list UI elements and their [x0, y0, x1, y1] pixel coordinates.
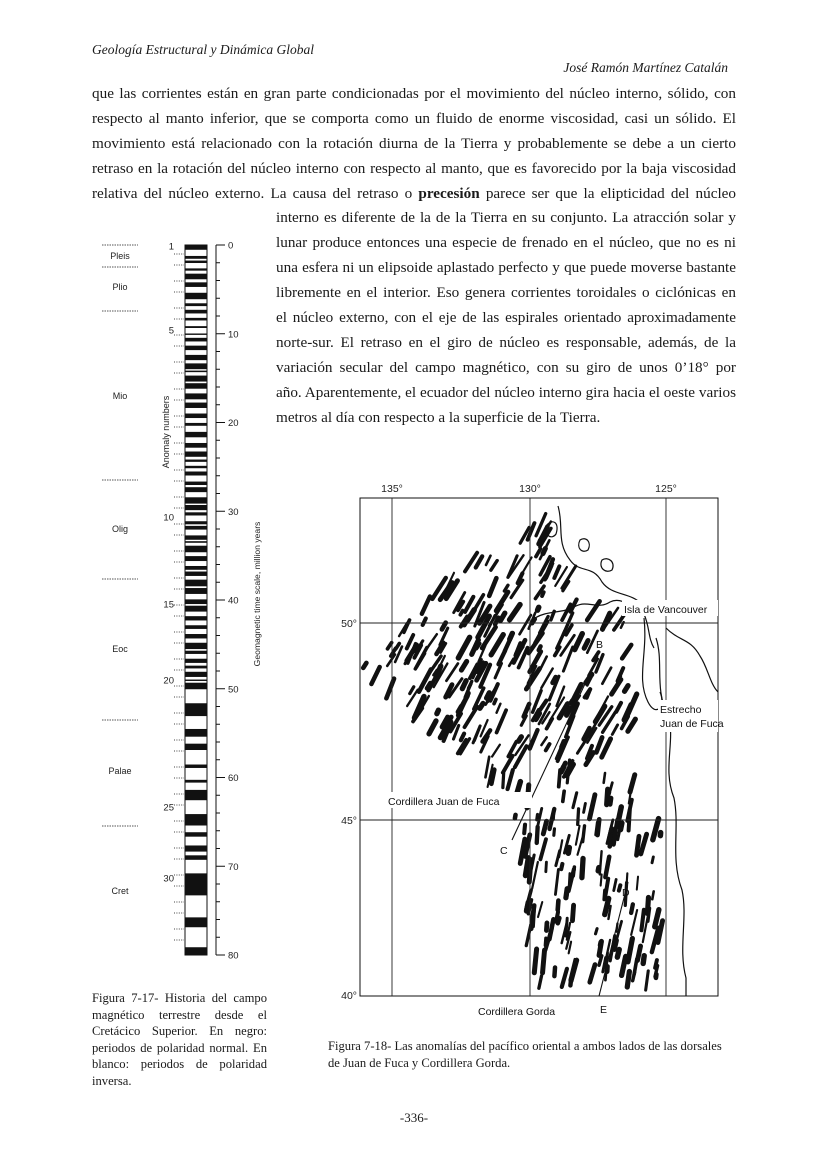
normal-polarity-band — [185, 588, 207, 594]
text-line: movimiento está relacionado con la rotación diurna de la Tierra y probablemente se debe a un cierto — [92, 135, 736, 152]
time-tick-label: 50 — [228, 684, 239, 696]
normal-polarity-band — [185, 505, 207, 510]
time-tick-label: 60 — [228, 773, 239, 784]
epoch-labels — [108, 251, 131, 896]
anomaly-axis-label: Anomaly numbers — [161, 395, 171, 469]
latitude-label-50: 50° — [341, 618, 357, 630]
label-point-e: E — [600, 1004, 608, 1016]
latitude-label-40: 40° — [341, 990, 357, 1002]
figure-7-17-caption: Figura 7-17- Historia del campo magnético terrestre desde el Cretácico Superior. En negro: periodos de polaridad normal. En blanco: periodos de polaridad inversa. — [92, 991, 267, 1088]
normal-polarity-band — [185, 814, 207, 825]
normal-polarity-band — [185, 526, 207, 530]
time-axis-tick-labels — [228, 241, 239, 962]
anomaly-number-label: 15 — [163, 599, 174, 611]
longitude-label-125: 125° — [655, 483, 677, 495]
time-tick-label: 40 — [228, 595, 239, 607]
normal-polarity-band — [185, 616, 207, 620]
text-line: libremente en el interior. Eso genera corrientes toroidales o ciclónicas en — [276, 284, 736, 301]
figure-anomaly-map — [330, 478, 730, 1020]
longitude-label-130: 130° — [519, 483, 541, 495]
normal-polarity-band — [185, 355, 207, 360]
anomaly-number-label: 1 — [168, 241, 174, 253]
label-point-c: C — [500, 845, 508, 857]
normal-polarity-band — [185, 744, 207, 750]
normal-polarity-band — [185, 318, 207, 321]
epoch-label-eoc: Eoc — [112, 644, 128, 654]
epoch-label-olig: Olig — [111, 524, 129, 534]
normal-polarity-band — [185, 338, 207, 342]
label-strait-1: Estrecho — [660, 704, 702, 716]
normal-polarity-band — [185, 310, 207, 314]
normal-polarity-band — [185, 643, 207, 649]
anomaly-number-labels — [163, 242, 174, 885]
page-number: -336- — [399, 1110, 429, 1125]
normal-polarity-band — [185, 432, 207, 437]
time-tick-label: 20 — [228, 418, 239, 429]
normal-polarity-band — [185, 947, 207, 955]
normal-polarity-band — [185, 680, 207, 681]
normal-polarity-band — [185, 383, 207, 388]
normal-polarity-band — [185, 790, 207, 800]
epoch-label-mio: Mio — [112, 391, 128, 401]
anomaly-number-label: 5 — [168, 325, 174, 337]
normal-polarity-band — [185, 274, 207, 280]
normal-polarity-band — [185, 659, 207, 663]
time-tick-label: 30 — [228, 506, 239, 518]
figure-7-18-caption: Figura 7-18- Las anomalías del pacífico oriental a ambos lados de las dorsales de Juan de Fuca y Cordillera Gorda. — [328, 1039, 722, 1070]
time-tick-label: 80 — [228, 950, 239, 962]
normal-polarity-band — [185, 535, 207, 539]
time-axis-ticks — [216, 245, 225, 955]
text-line: lunar produce entonces una especie de frenado en el núcleo, que no es ni — [276, 234, 736, 251]
time-tick-label: 0 — [228, 240, 234, 252]
label-vancouver: Isla de Vancouver — [624, 604, 708, 616]
normal-polarity-band — [185, 482, 207, 485]
normal-polarity-band — [185, 666, 207, 669]
normal-polarity-band — [185, 683, 207, 690]
normal-polarity-band — [185, 855, 207, 859]
running-header-author: José Ramón Martínez Catalán — [563, 60, 728, 75]
anomaly-number-label: 10 — [163, 512, 174, 524]
normal-polarity-band — [185, 472, 207, 476]
normal-polarity-band — [185, 765, 207, 768]
text-run: relativa del núcleo externo. La causa del retraso o — [92, 185, 419, 202]
normal-polarity-band — [185, 423, 207, 426]
normal-polarity-band — [185, 393, 207, 399]
normal-polarity-band — [185, 672, 207, 677]
text-line: respecto al manto inferior, que se comporta como un fluido de enorme viscosidad, casi un sólido. El — [92, 110, 736, 127]
normal-polarity-band — [185, 832, 207, 836]
figure-polarity-timescale — [88, 232, 273, 972]
normal-polarity-band — [185, 729, 207, 737]
normal-polarity-band — [185, 580, 207, 587]
normal-polarity-band — [185, 651, 207, 654]
text-line: una esfera ni un elipsoide aplastado perfecto y que puede moverse bastante — [276, 259, 736, 276]
normal-polarity-band — [185, 634, 207, 638]
text-line — [92, 181, 736, 206]
normal-polarity-band — [185, 546, 207, 553]
normal-polarity-band — [185, 599, 207, 604]
normal-polarity-band — [185, 282, 207, 287]
text-line: interno es diferente de la de la Tierra en su conjunto. La atracción solar y — [276, 209, 736, 226]
normal-polarity-band — [185, 268, 207, 270]
text-line: año. Aparentemente, el ecuador del núcleo interno gira hacia el oeste varios — [276, 384, 736, 401]
normal-polarity-band — [185, 845, 207, 851]
normal-polarity-band — [185, 346, 207, 350]
normal-polarity-band — [185, 497, 207, 503]
time-tick-label: 70 — [228, 861, 239, 873]
normal-polarity-band — [185, 414, 207, 419]
normal-polarity-band — [185, 326, 207, 328]
text-line: metros al día con respecto a la superficie de la Tierra. — [276, 409, 601, 426]
normal-polarity-band — [185, 572, 207, 576]
running-header-title: Geología Estructural y Dinámica Global — [92, 42, 314, 57]
normal-polarity-band — [185, 460, 207, 462]
text-line: retraso en la rotación del núcleo interno con respecto al manto, que es favorecido por la baja viscosidad — [92, 160, 736, 177]
anomaly-stripe — [544, 920, 550, 933]
paragraph-precession — [276, 205, 736, 430]
normal-polarity-band — [185, 917, 207, 927]
normal-polarity-band — [185, 363, 207, 369]
normal-polarity-band — [185, 541, 207, 543]
time-tick-label: 10 — [228, 329, 239, 341]
epoch-label-cret: Cret — [111, 886, 129, 896]
normal-polarity-band — [185, 303, 207, 306]
normal-polarity-band — [185, 566, 207, 570]
normal-polarity-band — [185, 466, 207, 468]
normal-polarity-band — [185, 452, 207, 457]
latitude-label-45: 45° — [341, 815, 357, 827]
anomaly-number-label: 25 — [163, 802, 174, 814]
normal-polarity-band — [185, 780, 207, 783]
anomaly-number-label: 20 — [163, 675, 174, 687]
normal-polarity-band — [185, 333, 207, 334]
normal-polarity-band — [185, 371, 207, 373]
anomaly-dot-leaders — [174, 254, 184, 940]
anomaly-number-label: 30 — [163, 873, 174, 885]
epoch-dividers — [102, 245, 138, 826]
normal-polarity-band — [185, 487, 207, 492]
normal-polarity-band — [185, 443, 207, 448]
label-gorda-ridge: Cordillera Gorda — [478, 1006, 556, 1018]
epoch-label-plio: Plio — [112, 282, 128, 292]
normal-polarity-band — [185, 376, 207, 382]
normal-polarity-band — [185, 703, 207, 716]
normal-polarity-band — [185, 625, 207, 629]
text-line: norte-sur. El retraso en el giro de núcleo es responsable, además, de la — [276, 334, 736, 351]
time-axis-label: Geomagnetic time scale, million years — [252, 521, 262, 667]
normal-polarity-band — [185, 556, 207, 561]
paragraph-core-motion — [92, 81, 736, 206]
label-point-d: D — [622, 887, 630, 899]
text-line: que las corrientes están en gran parte condicionadas por el movimiento del núcleo interno, sólido, con — [92, 85, 736, 102]
term-precession: precesión — [418, 185, 480, 202]
epoch-label-pleis: Pleis — [110, 251, 130, 261]
latitude-labels — [341, 618, 357, 1002]
normal-polarity-band — [185, 606, 207, 612]
text-run: parece ser que la elipticidad del núcleo — [479, 185, 737, 202]
label-juan-de-fuca-ridge: Cordillera Juan de Fuca — [388, 796, 500, 808]
normal-polarity-band — [185, 245, 207, 250]
normal-polarity-band — [185, 873, 207, 895]
text-line: variación secular del campo magnético, con su giro de unos 0’18° por — [276, 359, 736, 376]
normal-polarity-band — [185, 512, 207, 515]
normal-polarity-band — [185, 521, 207, 524]
normal-polarity-band — [185, 403, 207, 408]
normal-polarity-band — [185, 256, 207, 259]
normal-polarity-band — [185, 293, 207, 299]
label-strait-2: Juan de Fuca — [660, 718, 724, 730]
text-line: el núcleo externo, con el eje de las espirales orientado aproximadamente — [276, 309, 736, 326]
normal-polarity-band — [185, 261, 207, 263]
epoch-label-palae: Palae — [108, 766, 132, 776]
longitude-labels — [381, 483, 677, 495]
label-point-b: B — [596, 639, 604, 651]
longitude-label-135: 135° — [381, 483, 403, 495]
